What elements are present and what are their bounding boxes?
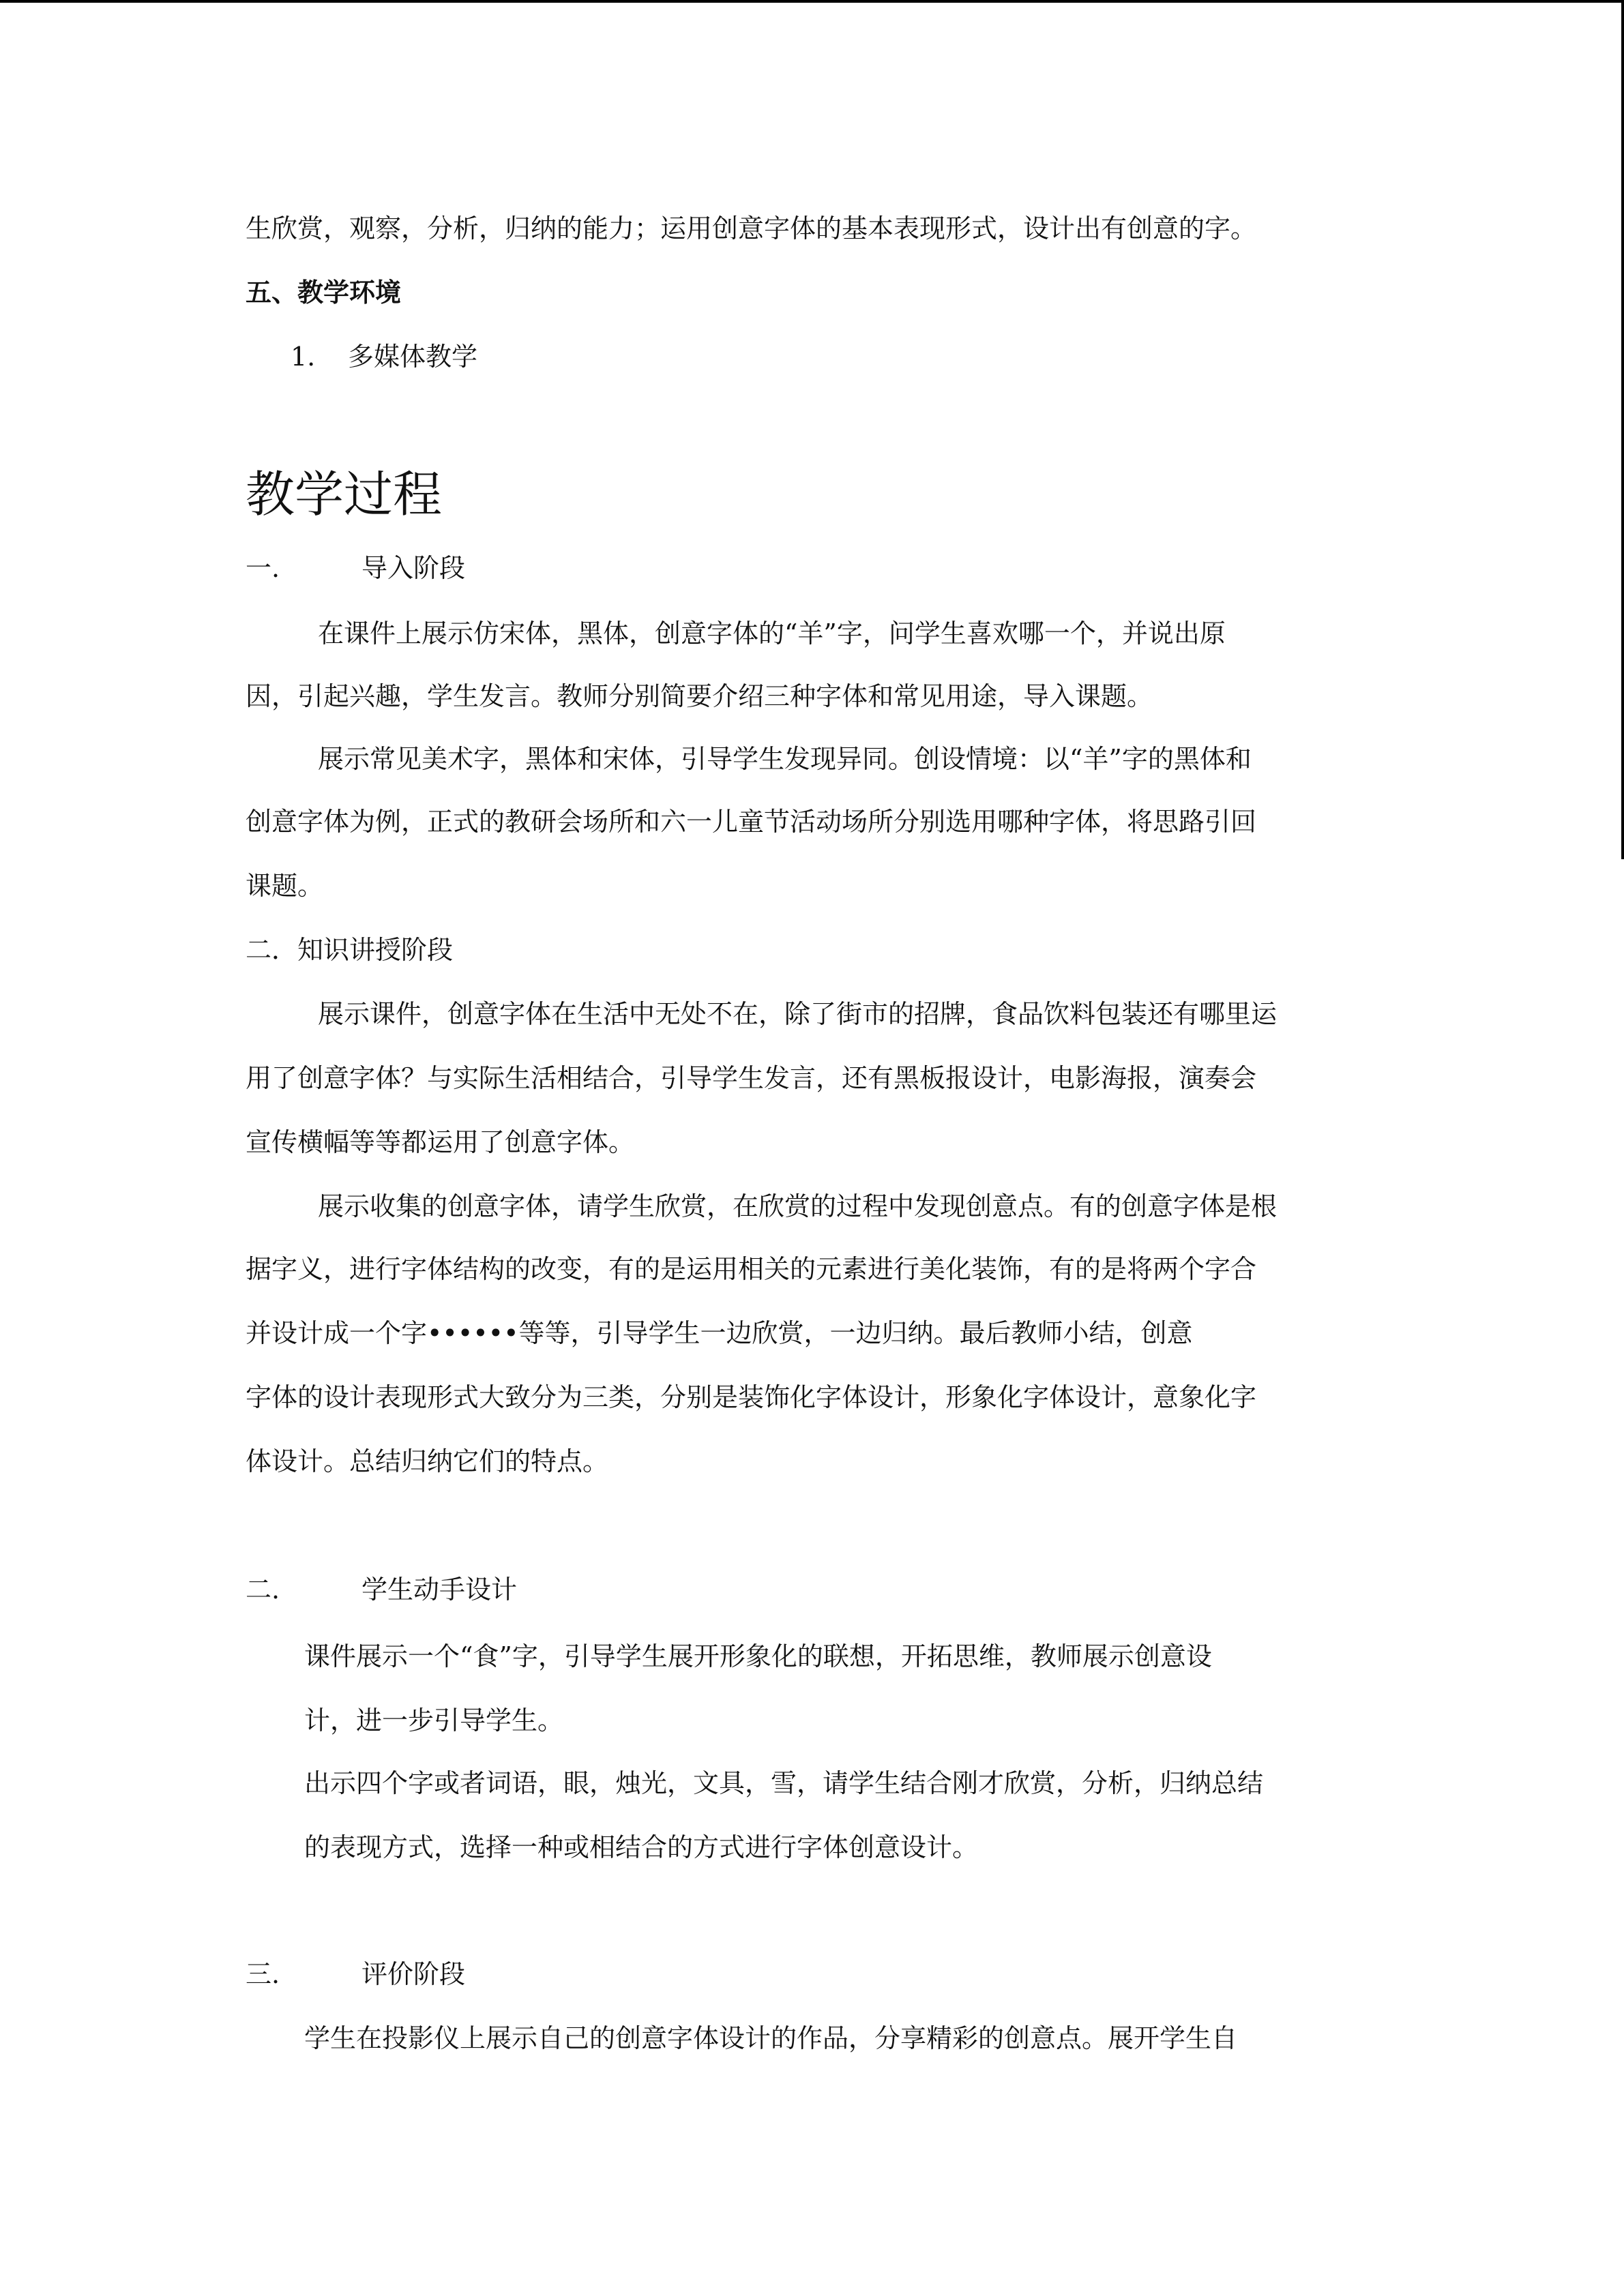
stage2-para1-line1: 展示课件，创意字体在生活中无处不在，除了街市的招牌，食品饮料包装还有哪里运 — [318, 999, 1278, 1029]
stage2-para2-line3: 并设计成一个字••••••等等，引导学生一边欣赏，一边归纳。最后教师小结，创意 — [246, 1318, 1193, 1348]
intro-line: 生欣赏，观察，分析，归纳的能力；运用创意字体的基本表现形式，设计出有创意的字。 — [246, 213, 1257, 243]
stage2-para1-line3: 宣传横幅等等都运用了创意字体。 — [246, 1127, 635, 1157]
page-top-border — [0, 0, 1624, 3]
list-number: 1. — [291, 342, 316, 372]
stage2-para2-line4: 字体的设计表现形式大致分为三类，分别是装饰化字体设计，形象化字体设计，意象化字 — [246, 1382, 1257, 1412]
page-right-border — [1621, 0, 1624, 859]
stage1-heading: 导入阶段 — [361, 553, 466, 583]
stage3-para1-line2: 计，进一步引导学生。 — [304, 1705, 564, 1735]
stage2-para2-line5: 体设计。总结归纳它们的特点。 — [246, 1446, 609, 1476]
stage3-para2-line1: 出示四个字或者词语，眼，烛光，文具，雪，请学生结合刚才欣赏，分析，归纳总结 — [304, 1768, 1264, 1798]
stage4-number: 三. — [246, 1959, 280, 1989]
stage1-para1-line1: 在课件上展示仿宋体，黑体，创意字体的“羊”字，问学生喜欢哪一个，并说出原 — [318, 618, 1226, 648]
section5-heading: 五、教学环境 — [246, 277, 402, 308]
stage3-number: 二. — [246, 1575, 280, 1605]
stage3-heading: 学生动手设计 — [361, 1575, 518, 1605]
stage2-para2-line2: 据字义，进行字体结构的改变，有的是运用相关的元素进行美化装饰，有的是将两个字合 — [246, 1254, 1257, 1284]
stage3-para1-line1: 课件展示一个“食”字，引导学生展开形象化的联想，开拓思维，教师展示创意设 — [304, 1641, 1212, 1671]
stage1-para1-line2: 因，引起兴趣，学生发言。教师分别简要介绍三种字体和常见用途，导入课题。 — [246, 681, 1153, 711]
stage2-para2-line1: 展示收集的创意字体，请学生欣赏，在欣赏的过程中发现创意点。有的创意字体是根 — [318, 1191, 1278, 1221]
stage1-para2-line3: 课题。 — [246, 871, 324, 901]
process-title: 教学过程 — [246, 466, 443, 523]
stage3-para2-line2: 的表现方式，选择一种或相结合的方式进行字体创意设计。 — [304, 1832, 979, 1862]
stage2-para1-line2: 用了创意字体？与实际生活相结合，引导学生发言，还有黑板报设计，电影海报，演奏会 — [246, 1063, 1257, 1093]
stage2-heading: 二．知识讲授阶段 — [246, 935, 454, 965]
stage1-number: 一. — [246, 553, 280, 583]
stage1-para2-line1: 展示常见美术字，黑体和宋体，引导学生发现异同。创设情境：以“羊”字的黑体和 — [318, 744, 1252, 774]
stage1-para2-line2: 创意字体为例，正式的教研会场所和六一儿童节活动场所分别选用哪种字体，将思路引回 — [246, 807, 1257, 837]
stage4-para1-line1: 学生在投影仪上展示自己的创意字体设计的作品，分享精彩的创意点。展开学生自 — [304, 2023, 1238, 2053]
stage4-heading: 评价阶段 — [361, 1959, 466, 1989]
list-item-text: 多媒体教学 — [348, 342, 478, 372]
